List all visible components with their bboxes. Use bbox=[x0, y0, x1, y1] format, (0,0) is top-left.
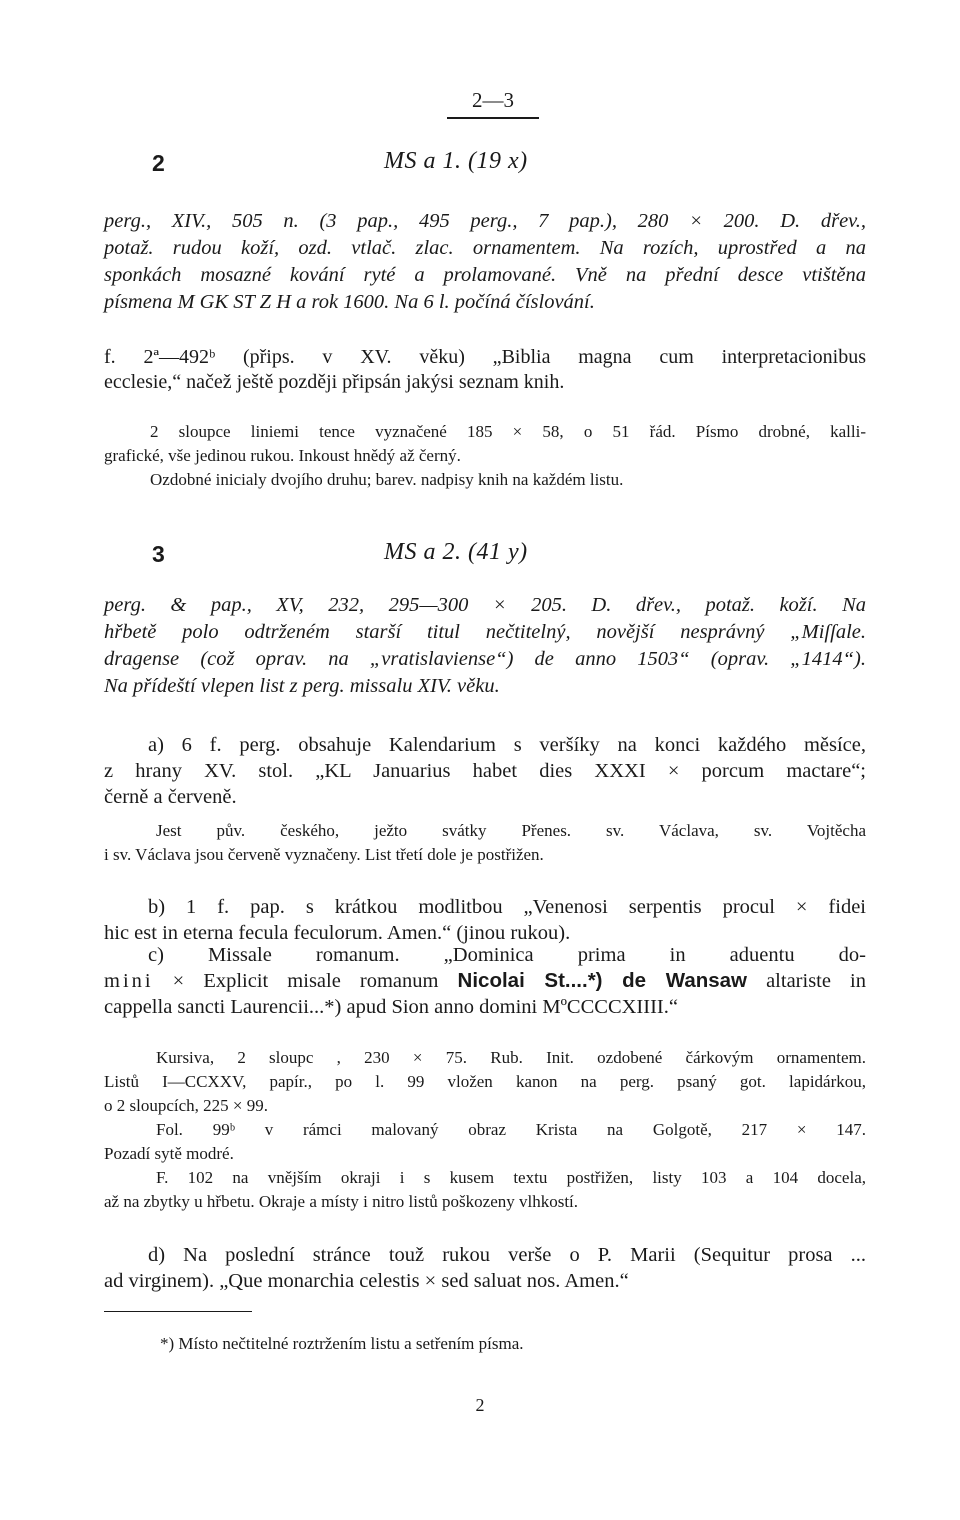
item-c-spaced-word: mini bbox=[104, 970, 154, 992]
entry-number: 3 bbox=[152, 541, 165, 567]
item-a-note-line: Jest pův. českého, ježto svátky Přenes. sv. Václava, sv. Vojtěcha bbox=[156, 821, 866, 840]
item-a-line: a) 6 f. perg. obsahuje Kalendarium s veršíky na konci každého měsíce, bbox=[148, 734, 866, 756]
description-line: hřbetě polo odtrženém starší titul nečtitelný, novější nesprávný „Miſſale. bbox=[104, 621, 866, 643]
notes-line: grafické, vše jedinou rukou. Inkoust hnědý až černý. bbox=[104, 446, 461, 465]
item-a-note-line: i sv. Václava jsou červeně vyznačeny. List třetí dole je postřižen. bbox=[104, 845, 544, 864]
entry-title: MS a 2. (41 y) bbox=[384, 539, 528, 565]
description-line: perg. & pap., XV, 232, 295—300 × 205. D. dřev., potaž. koží. Na bbox=[104, 594, 866, 616]
notes-line: Ozdobné inicialy dvojího druhu; barev. nadpisy knih na každém listu. bbox=[150, 470, 624, 489]
description-line: sponkách mosazné kování ryté a prolamované. Vně na přední desce vtištěna bbox=[104, 264, 866, 286]
item-c-line: c) Missale romanum. „Dominica prima in aduentu do- bbox=[148, 944, 866, 966]
entry-description bbox=[104, 208, 866, 316]
description-line: Na přídeští vlepen list z perg. missalu XIV. věku. bbox=[104, 675, 500, 697]
item-c-note-line: Listů I—CCXXV, papír., po l. 99 vložen kanon na perg. psaný got. lapidárkou, bbox=[104, 1072, 866, 1091]
item-a bbox=[104, 732, 866, 810]
item-c-note-line: Fol. 99ᵇ v rámci malovaný obraz Krista na Golgotě, 217 × 147. bbox=[156, 1120, 866, 1139]
description-line: dragense (což oprav. na „vratislaviense“) de anno 1503“ (oprav. „1414“). bbox=[104, 648, 866, 670]
item-d-line: ad virginem). „Que monarchia celestis × sed saluat nos. Amen.“ bbox=[104, 1270, 629, 1292]
running-head: 2—3 bbox=[472, 88, 514, 112]
item-c-note-line: Kursiva, 2 sloupc , 230 × 75. Rub. Init. ozdobené čárkovým ornamentem. bbox=[156, 1048, 866, 1067]
item-c-line: cappella sancti Laurencii...*) apud Sion anno domini MºCCCCXIIII.“ bbox=[104, 996, 678, 1018]
description-line: perg., XIV., 505 n. (3 pap., 495 perg., 7 pap.), 280 × 200. D. dřev., bbox=[104, 210, 866, 232]
entry-title: MS a 1. (19 x) bbox=[384, 148, 528, 174]
item-a-line: černě a červeně. bbox=[104, 786, 237, 808]
item-b-line: b) 1 f. pap. s krátkou modlitbou „Venenosi serpentis procul × fidei bbox=[148, 896, 866, 918]
footnote: *) Místo nečtitelné roztržením listu a setřením písma. bbox=[160, 1334, 524, 1353]
page-number: 2 bbox=[475, 1395, 485, 1415]
contents-line: ecclesie,“ načež ještě později připsán jakýsi seznam knih. bbox=[104, 371, 565, 393]
item-c-note-line: až na zbytky u hřbetu. Okraje a místy i nitro listů poškozeny vlhkostí. bbox=[104, 1192, 579, 1211]
item-c-note-line: Pozadí sytě modré. bbox=[104, 1144, 234, 1163]
item-c-note-line: o 2 sloupcích, 225 × 99. bbox=[104, 1096, 268, 1115]
item-c-text-end: altariste in bbox=[747, 970, 866, 992]
item-b-line: hic est in eterna fecula feculorum. Amen.“ (jinou rukou). bbox=[104, 922, 571, 944]
description-line: potaž. rudou koží, ozd. vtlač. zlac. ornamentem. Na rozích, uprostřed a na bbox=[104, 237, 866, 259]
item-d-line: d) Na poslední stránce touž rukou verše o P. Marii (Sequitur prosa ... bbox=[148, 1244, 866, 1266]
running-head-rule bbox=[447, 117, 539, 119]
item-c-note bbox=[104, 1046, 866, 1214]
item-c-line bbox=[104, 968, 866, 994]
item-c-note-line: F. 102 na vnějším okraji i s kusem textu postřižen, listy 103 a 104 docela, bbox=[156, 1168, 866, 1187]
item-a-line: z hrany XV. stol. „KL Januarius habet dies XXXI × porcum mactare“; bbox=[104, 760, 866, 782]
item-c-bold-name: Nicolai St....*) de Wansaw bbox=[457, 969, 747, 992]
item-a-note bbox=[104, 819, 866, 867]
item-b bbox=[104, 894, 866, 946]
item-c-text: × Explicit misale romanum bbox=[153, 970, 458, 992]
entry-number: 2 bbox=[152, 150, 165, 176]
entry-description bbox=[104, 592, 866, 700]
footnote-rule bbox=[104, 1311, 252, 1312]
entry-contents bbox=[104, 345, 866, 395]
description-line: písmena M GK ST Z H a rok 1600. Na 6 l. počíná číslování. bbox=[104, 291, 595, 313]
item-c bbox=[104, 942, 866, 1020]
contents-line: f. 2ª—492ᵇ (přips. v XV. věku) „Biblia magna cum interpretacionibus bbox=[104, 346, 866, 368]
notes-line: 2 sloupce liniemi tence vyznačené 185 × 58, o 51 řád. Písmo drobné, kalli- bbox=[150, 422, 866, 441]
entry-notes bbox=[104, 420, 866, 492]
item-d bbox=[104, 1242, 866, 1294]
